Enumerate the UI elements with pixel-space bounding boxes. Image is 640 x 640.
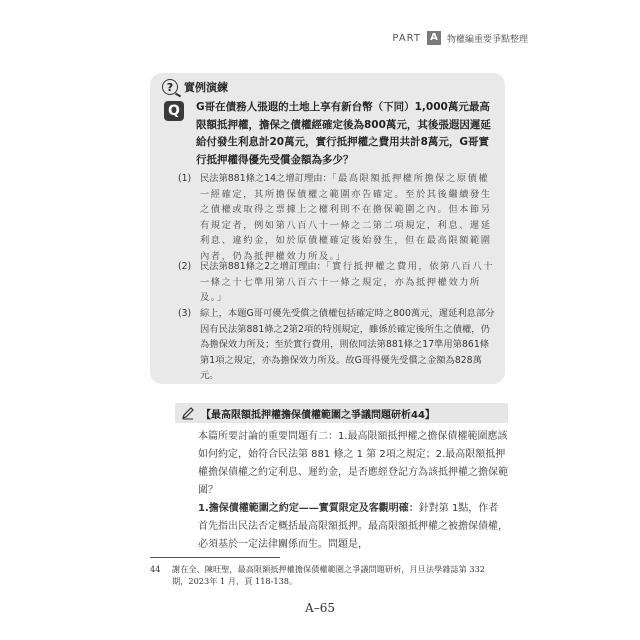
footnote-line-1: 謝在全、陳旺聖，最高限額抵押權擔保債權範圍之爭議問題研析，月旦法學雜誌第 332 — [172, 564, 485, 574]
answer-quote: 「實行抵押權之費用，依第八百八十一條之十七準用第八百六十一條之規定，亦為抵押權效力所及。」 — [200, 261, 495, 304]
q-badge-icon: Q — [164, 101, 184, 121]
answer-number: (3) — [178, 308, 192, 319]
answer-number: (2) — [178, 261, 192, 272]
footnote-number: 44 — [150, 564, 161, 574]
running-header — [392, 31, 528, 45]
section-item-1 — [198, 500, 508, 554]
footnote-line-2: 期，2023年 1 月，頁 118-138。 — [172, 576, 298, 586]
example-heading — [162, 79, 228, 95]
section-intro: 本篇所要討論的重要問題有二：1.最高限額抵押權之擔保債權範圍應該如何約定，始符合民法第 881 條之 1 第 2項之規定；2.最高限額抵押權擔保債權之約定利息、遲約金，是否應經登記方為該抵押權之擔保範圍？ — [198, 431, 508, 496]
section-item-label: 1.擔保債權範圍之約定——實質限定及客觀明確： — [198, 503, 419, 514]
section-body — [198, 428, 508, 554]
answer-item-3 — [178, 306, 496, 384]
example-title: 實例演練 — [184, 81, 228, 94]
part-label: PART — [392, 32, 421, 44]
answer-lead: 民法第881條之2之增訂理由： — [200, 261, 326, 272]
answer-quote: 「最高限額抵押權所擔保之原債權一經確定，其所擔保債權之範圍亦告確定。至於其後繼續發生之債權或取得之票據上之權利則不在擔保範圍之內。但本節另有規定者，例如第八百八十一條之二第二項規定，利息、遲延利息、違約金，如於原債權確定後始發生，但在最高限額範圍內者，仍為抵押權效力所及。」 — [200, 173, 492, 262]
answer-item-2 — [178, 259, 496, 306]
answer-item-1 — [178, 171, 496, 265]
page-number: A–65 — [305, 601, 335, 615]
section-item-text: 針對第 1點，作者首先指出民法否定概括最高限額抵押。最高限額抵押權之被擔保債權，必須基於一定法律關係而生。問題是， — [198, 503, 508, 550]
footnote-divider — [150, 557, 280, 558]
footnote — [150, 563, 510, 587]
question-text: G哥在債務人張遐的土地上享有新台幣（下同）1,000萬元最高限額抵押權，擔保之債權經確定後為800萬元，其後張遐因遲延給付發生利息計20萬元，實行抵押權之費用共計8萬元，G哥實行抵押權得優先受償金額為多少？ — [196, 101, 491, 166]
answer-number: (1) — [178, 173, 192, 184]
answer-lead: 民法第881條之14之增訂理由： — [200, 173, 332, 184]
part-letter-badge: A — [427, 31, 441, 45]
chapter-title: 物權編重要爭點整理 — [446, 34, 528, 45]
example-box — [150, 73, 505, 384]
section-title: 【最高限額抵押權擔保債權範圍之爭議問題研析44】 — [201, 409, 435, 421]
answer-text: 綜上，本題G哥可優先受償之債權包括確定時之800萬元，遲延利息部分因有民法第881條之2第2項的特別規定，雖係於確定後所生之債權，仍為擔保效力所及；至於實行費用，則依同法第881條之17準用第861條第1項之規定，亦為擔保效力所及。故G哥得優先受償之金額為828萬元。 — [200, 308, 495, 382]
question-bubble-icon: ? — [162, 79, 178, 95]
section-heading — [175, 403, 508, 423]
pencil-note-icon — [181, 406, 195, 420]
